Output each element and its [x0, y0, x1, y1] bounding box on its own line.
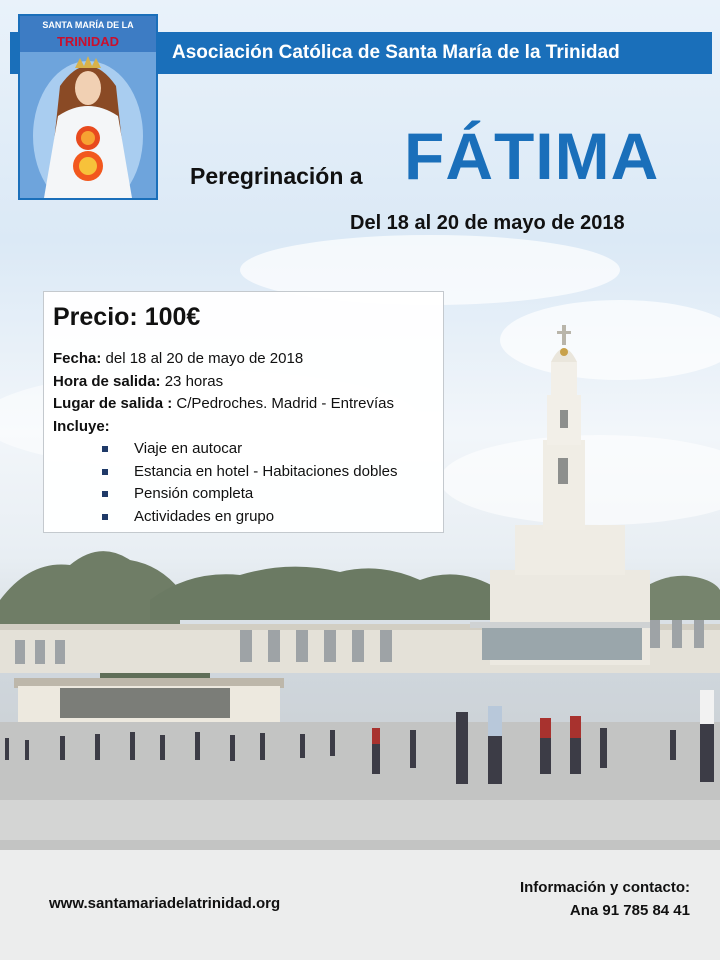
list-item-text: Pensión completa [134, 485, 254, 502]
square-bullet-icon [102, 514, 108, 520]
list-item [53, 506, 443, 529]
square-bullet-icon [102, 469, 108, 475]
date-label: Fecha: [53, 350, 102, 367]
departure-place-label: Lugar de salida : [53, 395, 173, 412]
contact-label: Información y contacto: [519, 879, 690, 896]
logo-text-top: SANTA MARÍA DE LA [42, 20, 134, 30]
departure-time-value: 23 horas [160, 372, 224, 390]
virgin-mary-logo [18, 14, 158, 200]
includes-list [53, 438, 443, 528]
date-line [53, 348, 443, 371]
website-link[interactable]: www.santamariadelatrinidad.org [49, 895, 281, 912]
contact-info [520, 876, 690, 922]
trip-info-box [43, 291, 444, 533]
list-item [53, 461, 443, 484]
square-bullet-icon [102, 446, 108, 452]
logo-text-trinidad: TRINIDAD [56, 34, 120, 49]
includes-label: Incluye: [53, 417, 110, 435]
contact-phone: Ana 91 785 84 41 [569, 902, 690, 919]
departure-time-label: Hora de salida: [53, 372, 161, 390]
square-bullet-icon [102, 491, 108, 497]
date-value: del 18 al 20 de mayo de 2018 [101, 350, 304, 367]
includes-line [53, 416, 443, 439]
trip-dates: Del 18 al 20 de mayo de 2018 [350, 212, 625, 234]
list-item-text: Viaje en autocar [134, 440, 243, 457]
price: Precio: 100€ [53, 303, 201, 331]
list-item-text: Actividades en grupo [134, 507, 275, 525]
pilgrimage-prefix: Peregrinación a [190, 163, 363, 189]
list-item [53, 483, 443, 506]
departure-place-value: C/Pedroches. Madrid - Entrevías [172, 395, 394, 412]
list-item-text: Estancia en hotel - Habitaciones dobles [134, 462, 398, 480]
organization-name: Asociación Católica de Santa María de la Trinidad [172, 42, 620, 63]
departure-time-line [53, 371, 443, 394]
destination-title: FÁTIMA [404, 119, 660, 193]
departure-place-line [53, 393, 443, 416]
list-item [53, 438, 443, 461]
